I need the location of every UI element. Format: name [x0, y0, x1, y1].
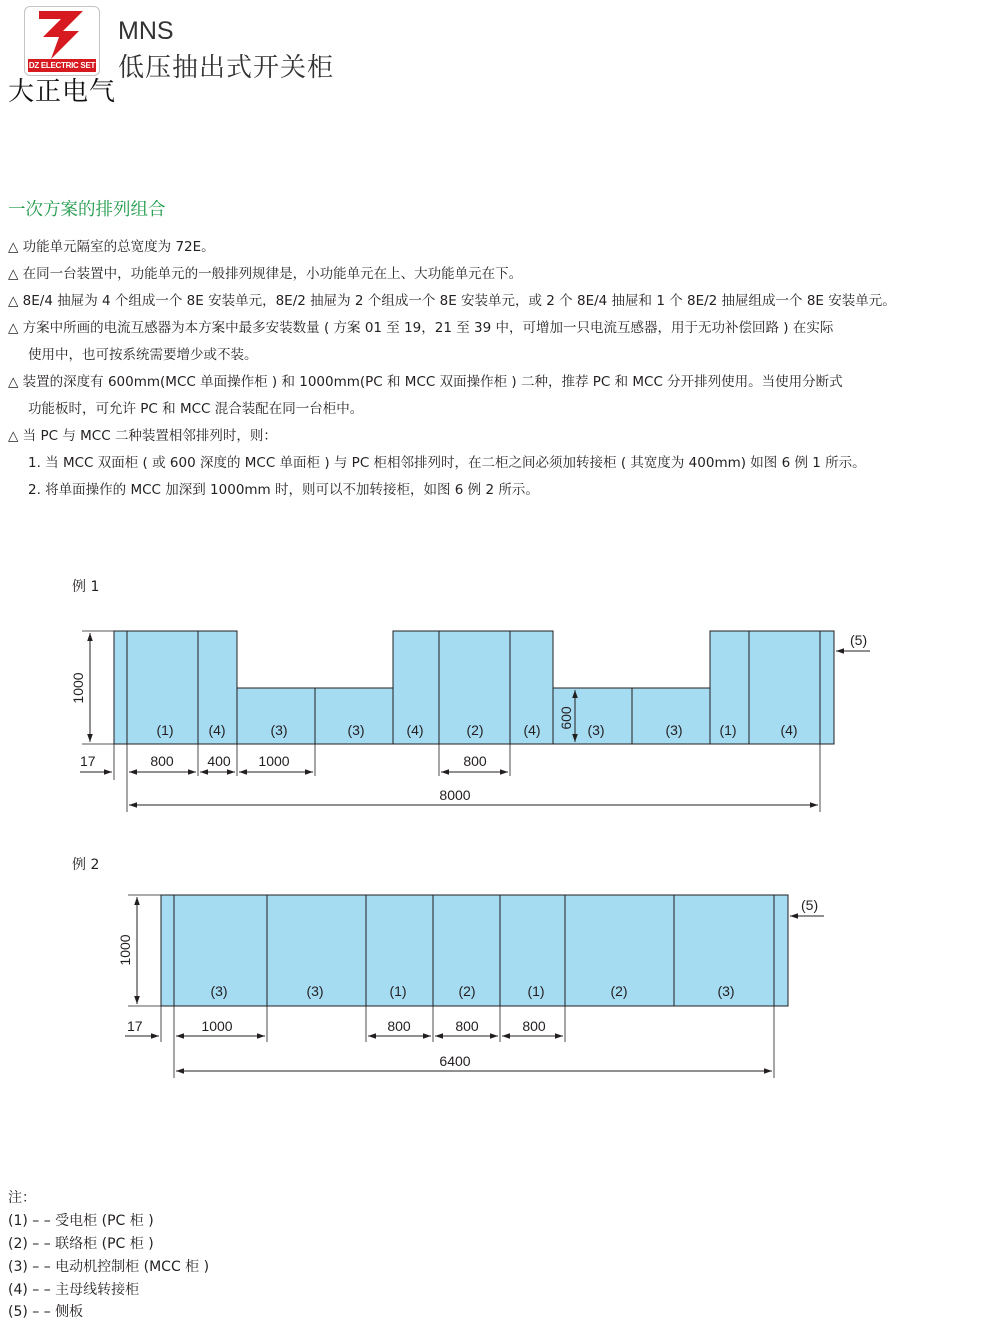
cabinet-label: (2) — [458, 983, 476, 999]
paragraph-4-continued: 使用中，也可按系统需要增少或不装。 — [28, 347, 258, 363]
width-dimension: 1000 — [201, 1018, 233, 1034]
paragraph-1: △ 功能单元隔室的总宽度为 72E。 — [8, 239, 215, 255]
side-panel-label: (5) — [850, 632, 868, 648]
width-dimension: 800 — [463, 753, 487, 769]
example-2-diagram — [117, 895, 824, 1078]
side-panel — [114, 631, 127, 744]
side-panel — [820, 631, 834, 744]
side-panel — [161, 895, 174, 1006]
paragraph-6-item-2: 2. 将单面操作的 MCC 加深到 1000mm 时，则可以不加转接柜，如图 6 例 2 所示。 — [28, 482, 539, 498]
depth-dimension: 600 — [558, 706, 574, 730]
cabinet-label: (3) — [306, 983, 324, 999]
logo-band-text: DZ ELECTRIC SET — [28, 61, 96, 70]
example-1-label: 例 1 — [72, 579, 100, 595]
example-2-label: 例 2 — [72, 857, 100, 873]
cabinet-label: (4) — [208, 722, 226, 738]
width-dimension: 800 — [522, 1018, 546, 1034]
paragraph-6-item-1: 1. 当 MCC 双面柜 ( 或 600 深度的 MCC 单面柜 ) 与 PC 柜相邻排列时，在二柜之间必须加转接柜 ( 其宽度为 400mm) 如图 6 例 1 所示。 — [28, 455, 866, 471]
width-dimension: 400 — [207, 753, 231, 769]
cabinet-label: (1) — [389, 983, 407, 999]
cabinet-label: (1) — [719, 722, 737, 738]
width-dimension: 800 — [150, 753, 174, 769]
width-dimension: 800 — [387, 1018, 411, 1034]
side-dimension: 17 — [127, 1018, 143, 1034]
cabinet-label: (3) — [270, 722, 288, 738]
width-dimension: 800 — [455, 1018, 479, 1034]
note-item: (2) – – 联络柜 (PC 柜 ) — [8, 1236, 154, 1252]
paragraph-3: △ 8E/4 抽屉为 4 个组成一个 8E 安装单元，8E/2 抽屉为 2 个组成一个 8E 安装单元，或 2 个 8E/4 抽屉和 1 个 8E/2 抽屉组成一个 8E 安装单元。 — [8, 293, 896, 309]
cabinet-label: (3) — [210, 983, 228, 999]
cabinet-label: (3) — [717, 983, 735, 999]
notes-heading: 注： — [8, 1190, 36, 1206]
example-1-diagram — [70, 631, 870, 812]
side-panel — [774, 895, 788, 1006]
cabinet-label: (4) — [780, 722, 798, 738]
cabinet-label: (4) — [406, 722, 424, 738]
total-dimension: 6400 — [439, 1053, 471, 1069]
cabinet-label: (1) — [527, 983, 545, 999]
paragraph-4: △ 方案中所画的电流互感器为本方案中最多安装数量 ( 方案 01 至 19，21 至 39 中，可增加一只电流互感器，用于无功补偿回路 ) 在实际 — [8, 320, 834, 336]
logo-chinese-name: 大正电气 — [8, 77, 117, 107]
section-title: 一次方案的排列组合 — [8, 200, 166, 220]
side-panel-label: (5) — [801, 897, 819, 913]
height-dimension: 1000 — [117, 934, 133, 966]
note-item: (1) – – 受电柜 (PC 柜 ) — [8, 1213, 154, 1229]
cabinet-label: (1) — [156, 722, 174, 738]
side-dimension: 17 — [80, 753, 96, 769]
paragraph-5: △ 装置的深度有 600mm(MCC 单面操作柜 ) 和 1000mm(PC 和 MCC 双面操作柜 ) 二种，推荐 PC 和 MCC 分开排列使用。当使用分断式 — [8, 374, 843, 390]
cabinet-label: (4) — [523, 722, 541, 738]
product-title: 低压抽出式开关柜 — [118, 53, 335, 83]
cabinet-label: (3) — [587, 722, 605, 738]
paragraph-6: △ 当 PC 与 MCC 二种装置相邻排列时，则： — [8, 428, 277, 444]
note-item: (4) – – 主母线转接柜 — [8, 1282, 140, 1298]
total-dimension: 8000 — [439, 787, 471, 803]
height-dimension: 1000 — [70, 672, 86, 704]
note-item: (5) – – 侧板 — [8, 1304, 84, 1320]
note-item: (3) – – 电动机控制柜 (MCC 柜 ) — [8, 1259, 210, 1275]
cabinet-label: (2) — [610, 983, 628, 999]
cabinet-label: (3) — [347, 722, 365, 738]
paragraph-5-continued: 功能板时，可允许 PC 和 MCC 混合装配在同一台柜中。 — [28, 401, 364, 417]
cabinet-label: (2) — [466, 722, 484, 738]
cabinet-label: (3) — [665, 722, 683, 738]
paragraph-2: △ 在同一台装置中，功能单元的一般排列规律是，小功能单元在上、大功能单元在下。 — [8, 266, 523, 282]
product-model: MNS — [118, 17, 174, 45]
width-dimension: 1000 — [258, 753, 290, 769]
